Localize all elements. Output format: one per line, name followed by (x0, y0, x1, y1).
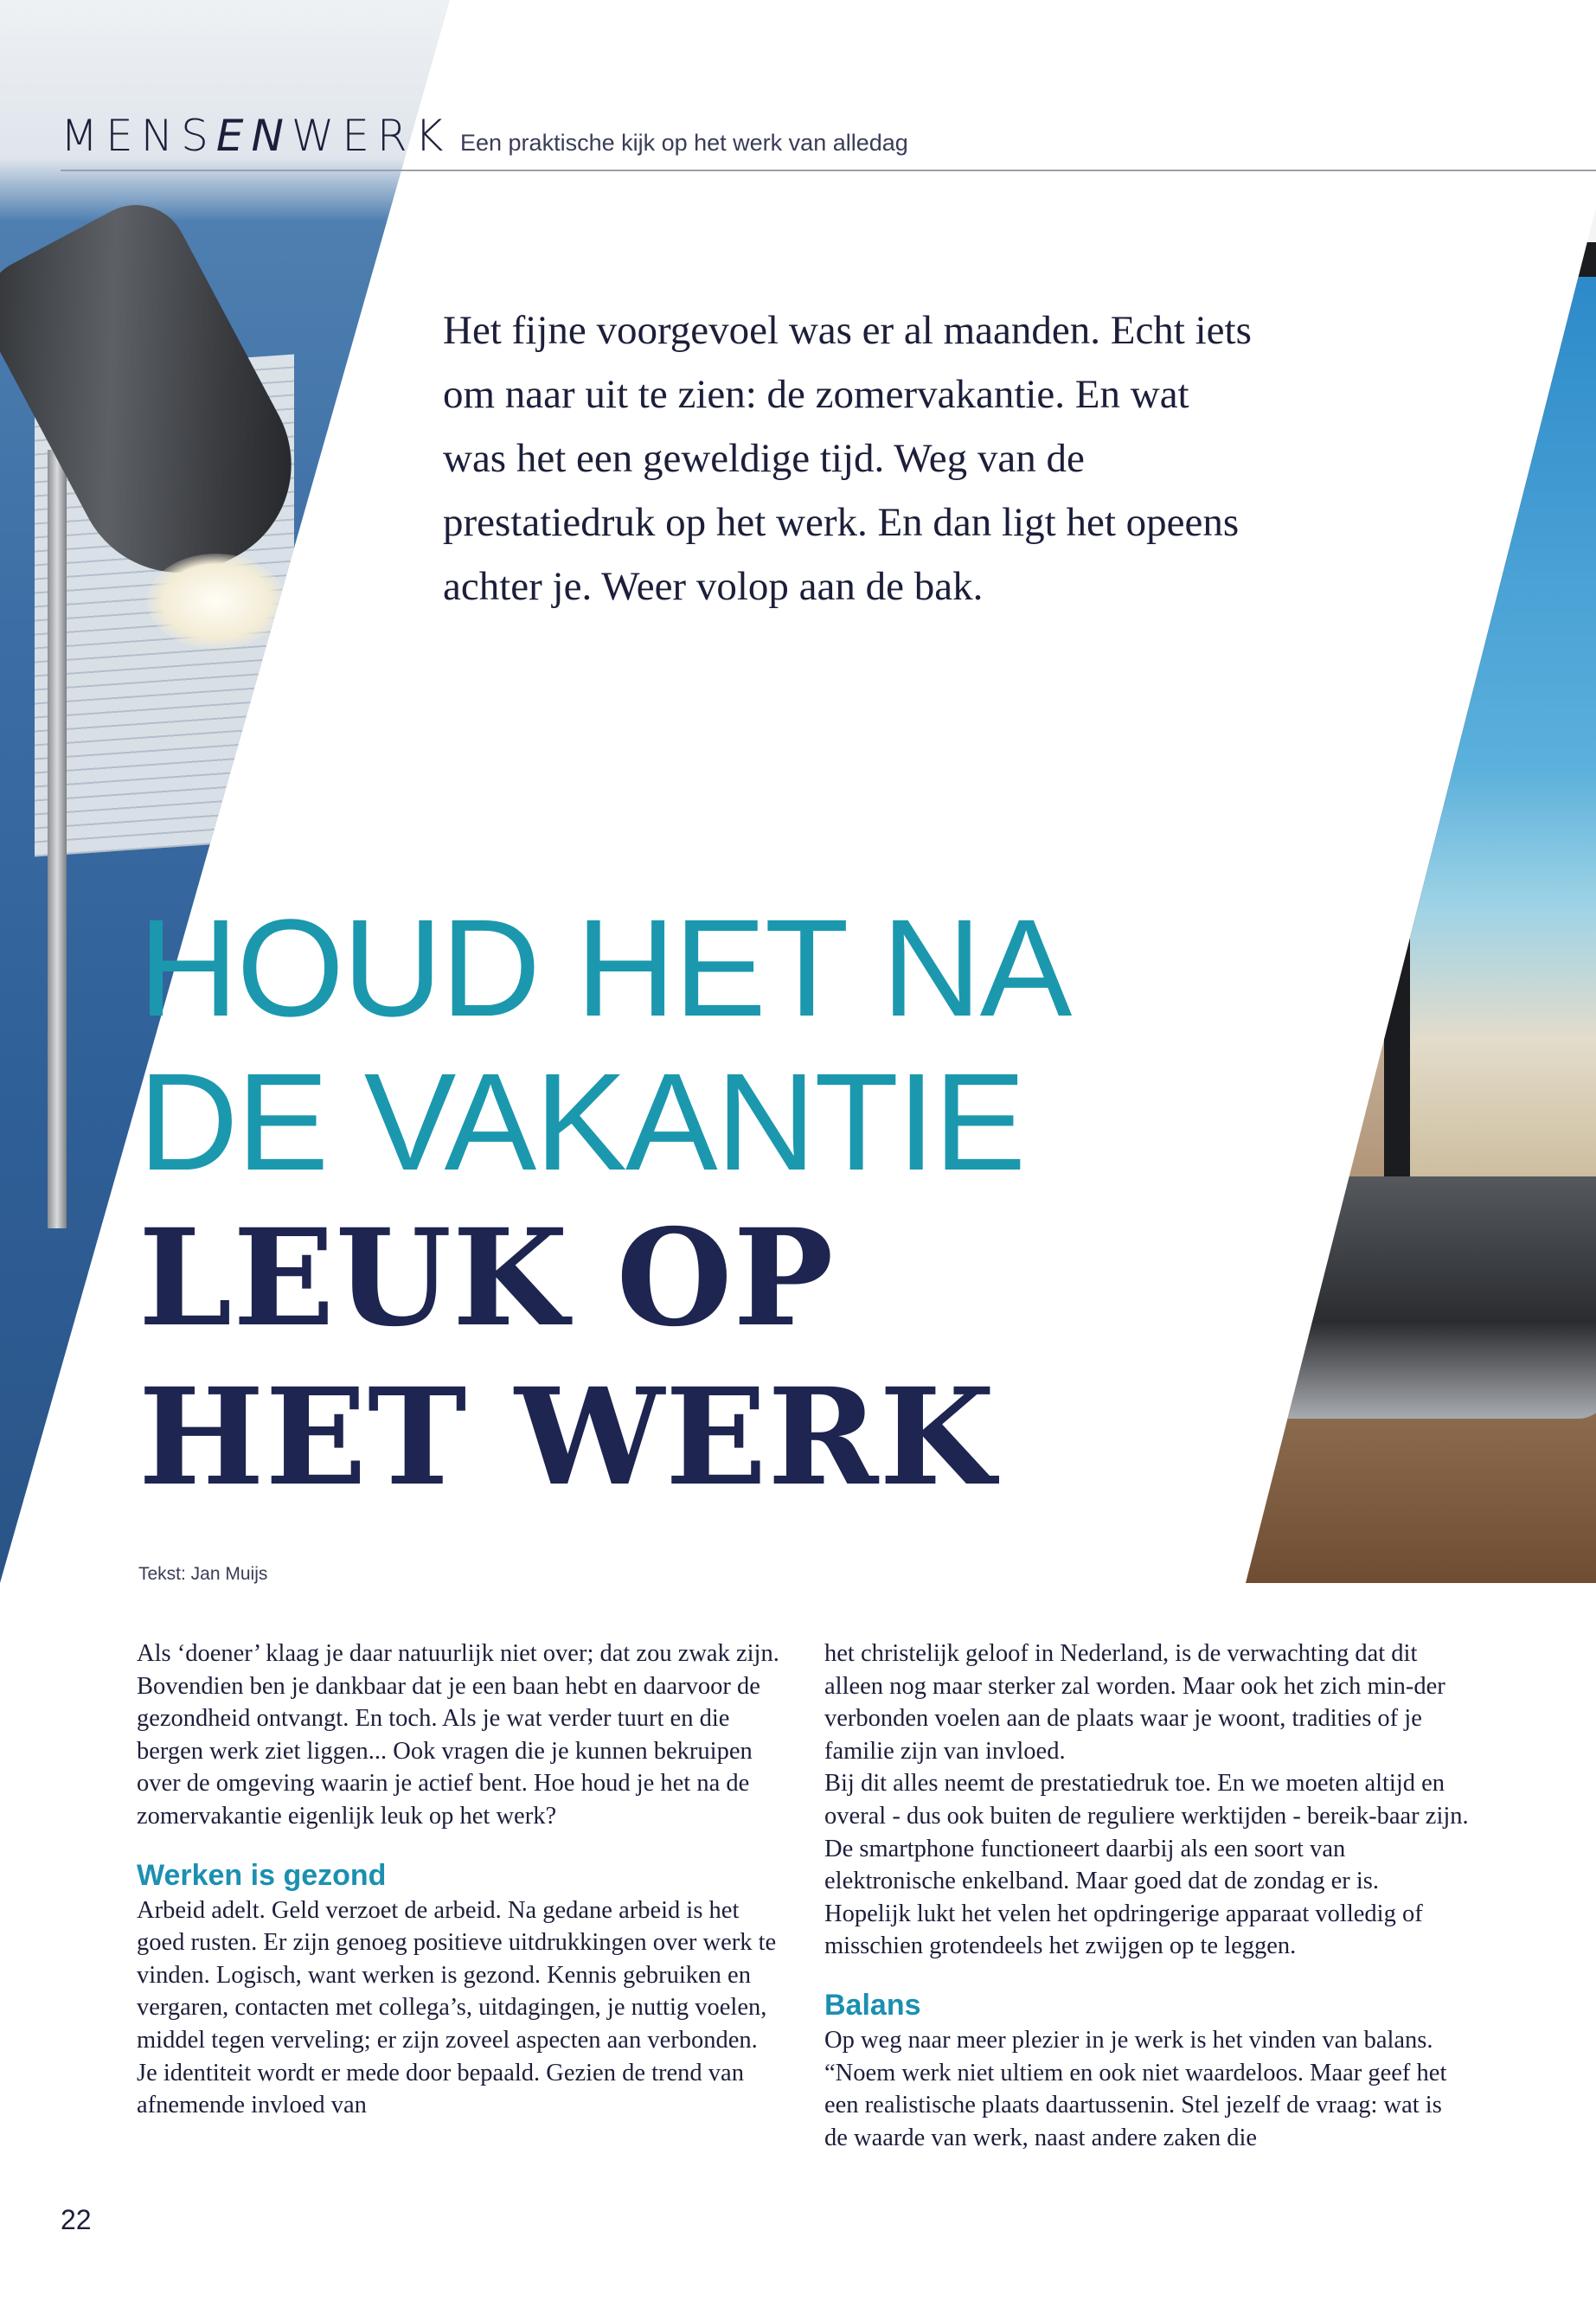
section-paragraph-continued: het christelijk geloof in Nederland, is de verwachting dat dit alleen nog maar sterker zal worden. Maar ook het zich min-der verbonden voelen aan de plaats waar je woont, tradities of je familie zijn van invloed. (824, 1640, 1445, 1765)
section-paragraph: Bij dit alles neemt de prestatiedruk toe. En we moeten altijd en overal - dus ook buiten de reguliere werktijden - bereik-baar zijn. De smartphone functioneert daarbij als een soort van elektronische enkelband. Maar goed dat de zondag er is. Hopelijk lukt het velen het opdringerige apparaat volledig of misschien grotendeels het zwijgen op te leggen. (824, 1770, 1469, 1960)
section-heading-werken-is-gezond: Werken is gezond (137, 1858, 387, 1892)
section-heading-balans: Balans (824, 1988, 921, 2022)
lamp-arm (48, 450, 67, 1228)
page-number: 22 (61, 2204, 92, 2235)
section-paragraph: Arbeid adelt. Geld verzoet de arbeid. Na gedane arbeid is het goed rusten. Er zijn genoeg positieve uitdrukkingen over werk te vinden. Logisch, want werken is gezond. Kennis gebruiken en vergaren, contacten met collega’s, uitdagingen, je nuttig voelen, middel tegen verveling; er zijn zoveel aspecten aan verbonden. Je identiteit wordt er mede door bepaald. Gezien de trend van afnemende invloed van (137, 1896, 777, 2119)
monitor-stand (1241, 1176, 1596, 1419)
article-title (138, 891, 1176, 1517)
lamp-light (147, 554, 285, 649)
author-byline: Tekst: Jan Muijs (138, 1564, 268, 1584)
lead-paragraph: Het fijne voorgevoel was er al maanden. Echt iets om naar uit te zien: de zomervakantie. En wat was het een geweldige tijd. Weg van de prestatiedruk op het werk. En dan ligt het opeens achter je. Weer volop aan de bak. (443, 308, 1252, 609)
section-tagline: Een praktische kijk op het werk van alledag (460, 130, 908, 156)
brand-part-werk: WERK (291, 111, 452, 161)
section-brand (61, 111, 451, 161)
title-line-3: LEUK OP (138, 1200, 835, 1356)
brand-part-mens: MENS (61, 111, 216, 161)
brand-part-en: EN (215, 111, 292, 161)
intro-paragraph: Als ‘doener’ klaag je daar natuurlijk niet over; dat zou zwak zijn. Bovendien ben je dankbaar dat je een baan hebt en daarvoor de gezondheid ontvangt. En toch. Als je wat verder tuurt en die bergen werk ziet liggen... Ook vragen die je kunnen bekruipen over de omgeving waarin je actief bent. Hoe houd je het na de zomervakantie eigenlijk leuk op het werk? (137, 1640, 779, 1830)
header-divider (61, 170, 1596, 171)
body-column-right (824, 1638, 1469, 2154)
title-line-2: DE VAKANTIE (138, 1044, 1025, 1199)
body-column-left (137, 1638, 781, 2122)
section-paragraph: Op weg naar meer plezier in je werk is het vinden van balans. “Noem werk niet ultiem en ook niet waardeloos. Maar geef het een realistische plaats daartussenin. Stel jezelf de vraag: wat is de waarde van werk, naast andere zaken die (824, 2026, 1447, 2151)
title-line-4: HET WERK (138, 1359, 997, 1516)
title-line-1: HOUD HET NA (138, 890, 1071, 1045)
